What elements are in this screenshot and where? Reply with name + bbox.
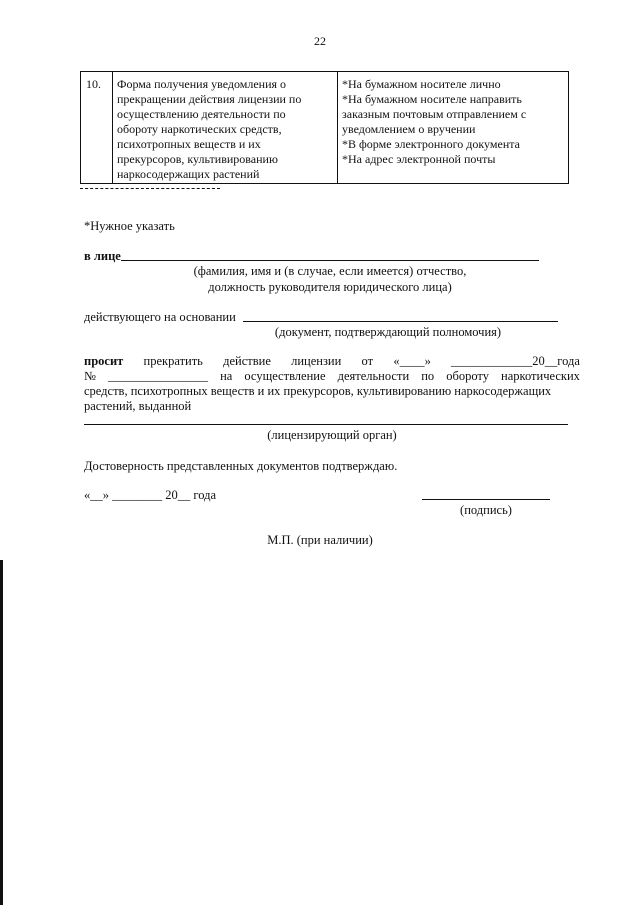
request-line-2: [84, 369, 580, 384]
authority-field[interactable]: [84, 424, 568, 425]
request-word: на: [220, 369, 233, 383]
confirmation-text: Достоверность представленных документов подтверждаю.: [84, 459, 398, 473]
request-date-year[interactable]: _____________20__года: [451, 354, 580, 368]
license-number-field[interactable]: ________________: [108, 369, 208, 383]
row-number: 10.: [81, 72, 113, 184]
stamp-placeholder: М.П. (при наличии): [267, 533, 373, 547]
option-line: заказным почтовым отправлением с: [342, 107, 527, 121]
request-word: прекратить: [143, 354, 203, 368]
request-word: действие: [223, 354, 271, 368]
row-options: [338, 72, 569, 184]
label-line: психотропных веществ и их: [117, 137, 261, 151]
label-line: осуществлению деятельности по: [117, 107, 286, 121]
label-line: прекурсоров, культивированию: [117, 152, 278, 166]
request-line-1: [84, 354, 580, 369]
request-date-day[interactable]: «____»: [393, 354, 431, 368]
face-field[interactable]: [121, 260, 539, 261]
option-line: уведомлением о вручении: [342, 122, 476, 136]
label-line: наркосодержащих растений: [117, 167, 260, 181]
request-line-4: растений, выданной: [84, 399, 192, 413]
form-table: [80, 71, 569, 184]
table-row: [81, 72, 569, 184]
row-label: [113, 72, 338, 184]
footnote: *Нужное указать: [84, 219, 175, 233]
request-word: просит: [84, 354, 124, 368]
face-prefix: в лице: [84, 249, 121, 263]
basis-field[interactable]: [243, 321, 558, 322]
option-line: *На адрес электронной почты: [342, 152, 496, 166]
label-line: Форма получения уведомления о: [117, 77, 287, 91]
basis-prefix: действующего на основании: [84, 310, 236, 324]
signature-caption: (подпись): [460, 503, 512, 517]
request-word: наркотических: [501, 369, 580, 383]
request-word: обороту: [446, 369, 489, 383]
face-caption-2: должность руководителя юридического лица): [208, 280, 452, 294]
request-word: осуществление: [244, 369, 326, 383]
footnote-separator: [80, 188, 220, 189]
request-word: №: [84, 369, 96, 383]
request-word: лицензии: [291, 354, 342, 368]
request-word: по: [421, 369, 435, 383]
request-word: деятельности: [337, 369, 410, 383]
page-number: 22: [314, 34, 326, 48]
option-line: *В форме электронного документа: [342, 137, 520, 151]
date-line[interactable]: «__» ________ 20__ года: [84, 488, 216, 502]
request-word: от: [361, 354, 374, 368]
request-line-3: средств, психотропных веществ и их прекурсоров, культивированию наркосодержащих: [84, 384, 552, 398]
label-line: обороту наркотических средств,: [117, 122, 282, 136]
face-caption-1: (фамилия, имя и (в случае, если имеется) отчество,: [193, 264, 467, 278]
scan-edge-mark: [0, 560, 3, 905]
signature-field[interactable]: [422, 499, 550, 500]
basis-caption: (документ, подтверждающий полномочия): [274, 325, 502, 339]
label-line: прекращении действия лицензии по: [117, 92, 302, 106]
option-line: *На бумажном носителе лично: [342, 77, 501, 91]
authority-caption: (лицензирующий орган): [267, 428, 397, 442]
option-line: *На бумажном носителе направить: [342, 92, 522, 106]
